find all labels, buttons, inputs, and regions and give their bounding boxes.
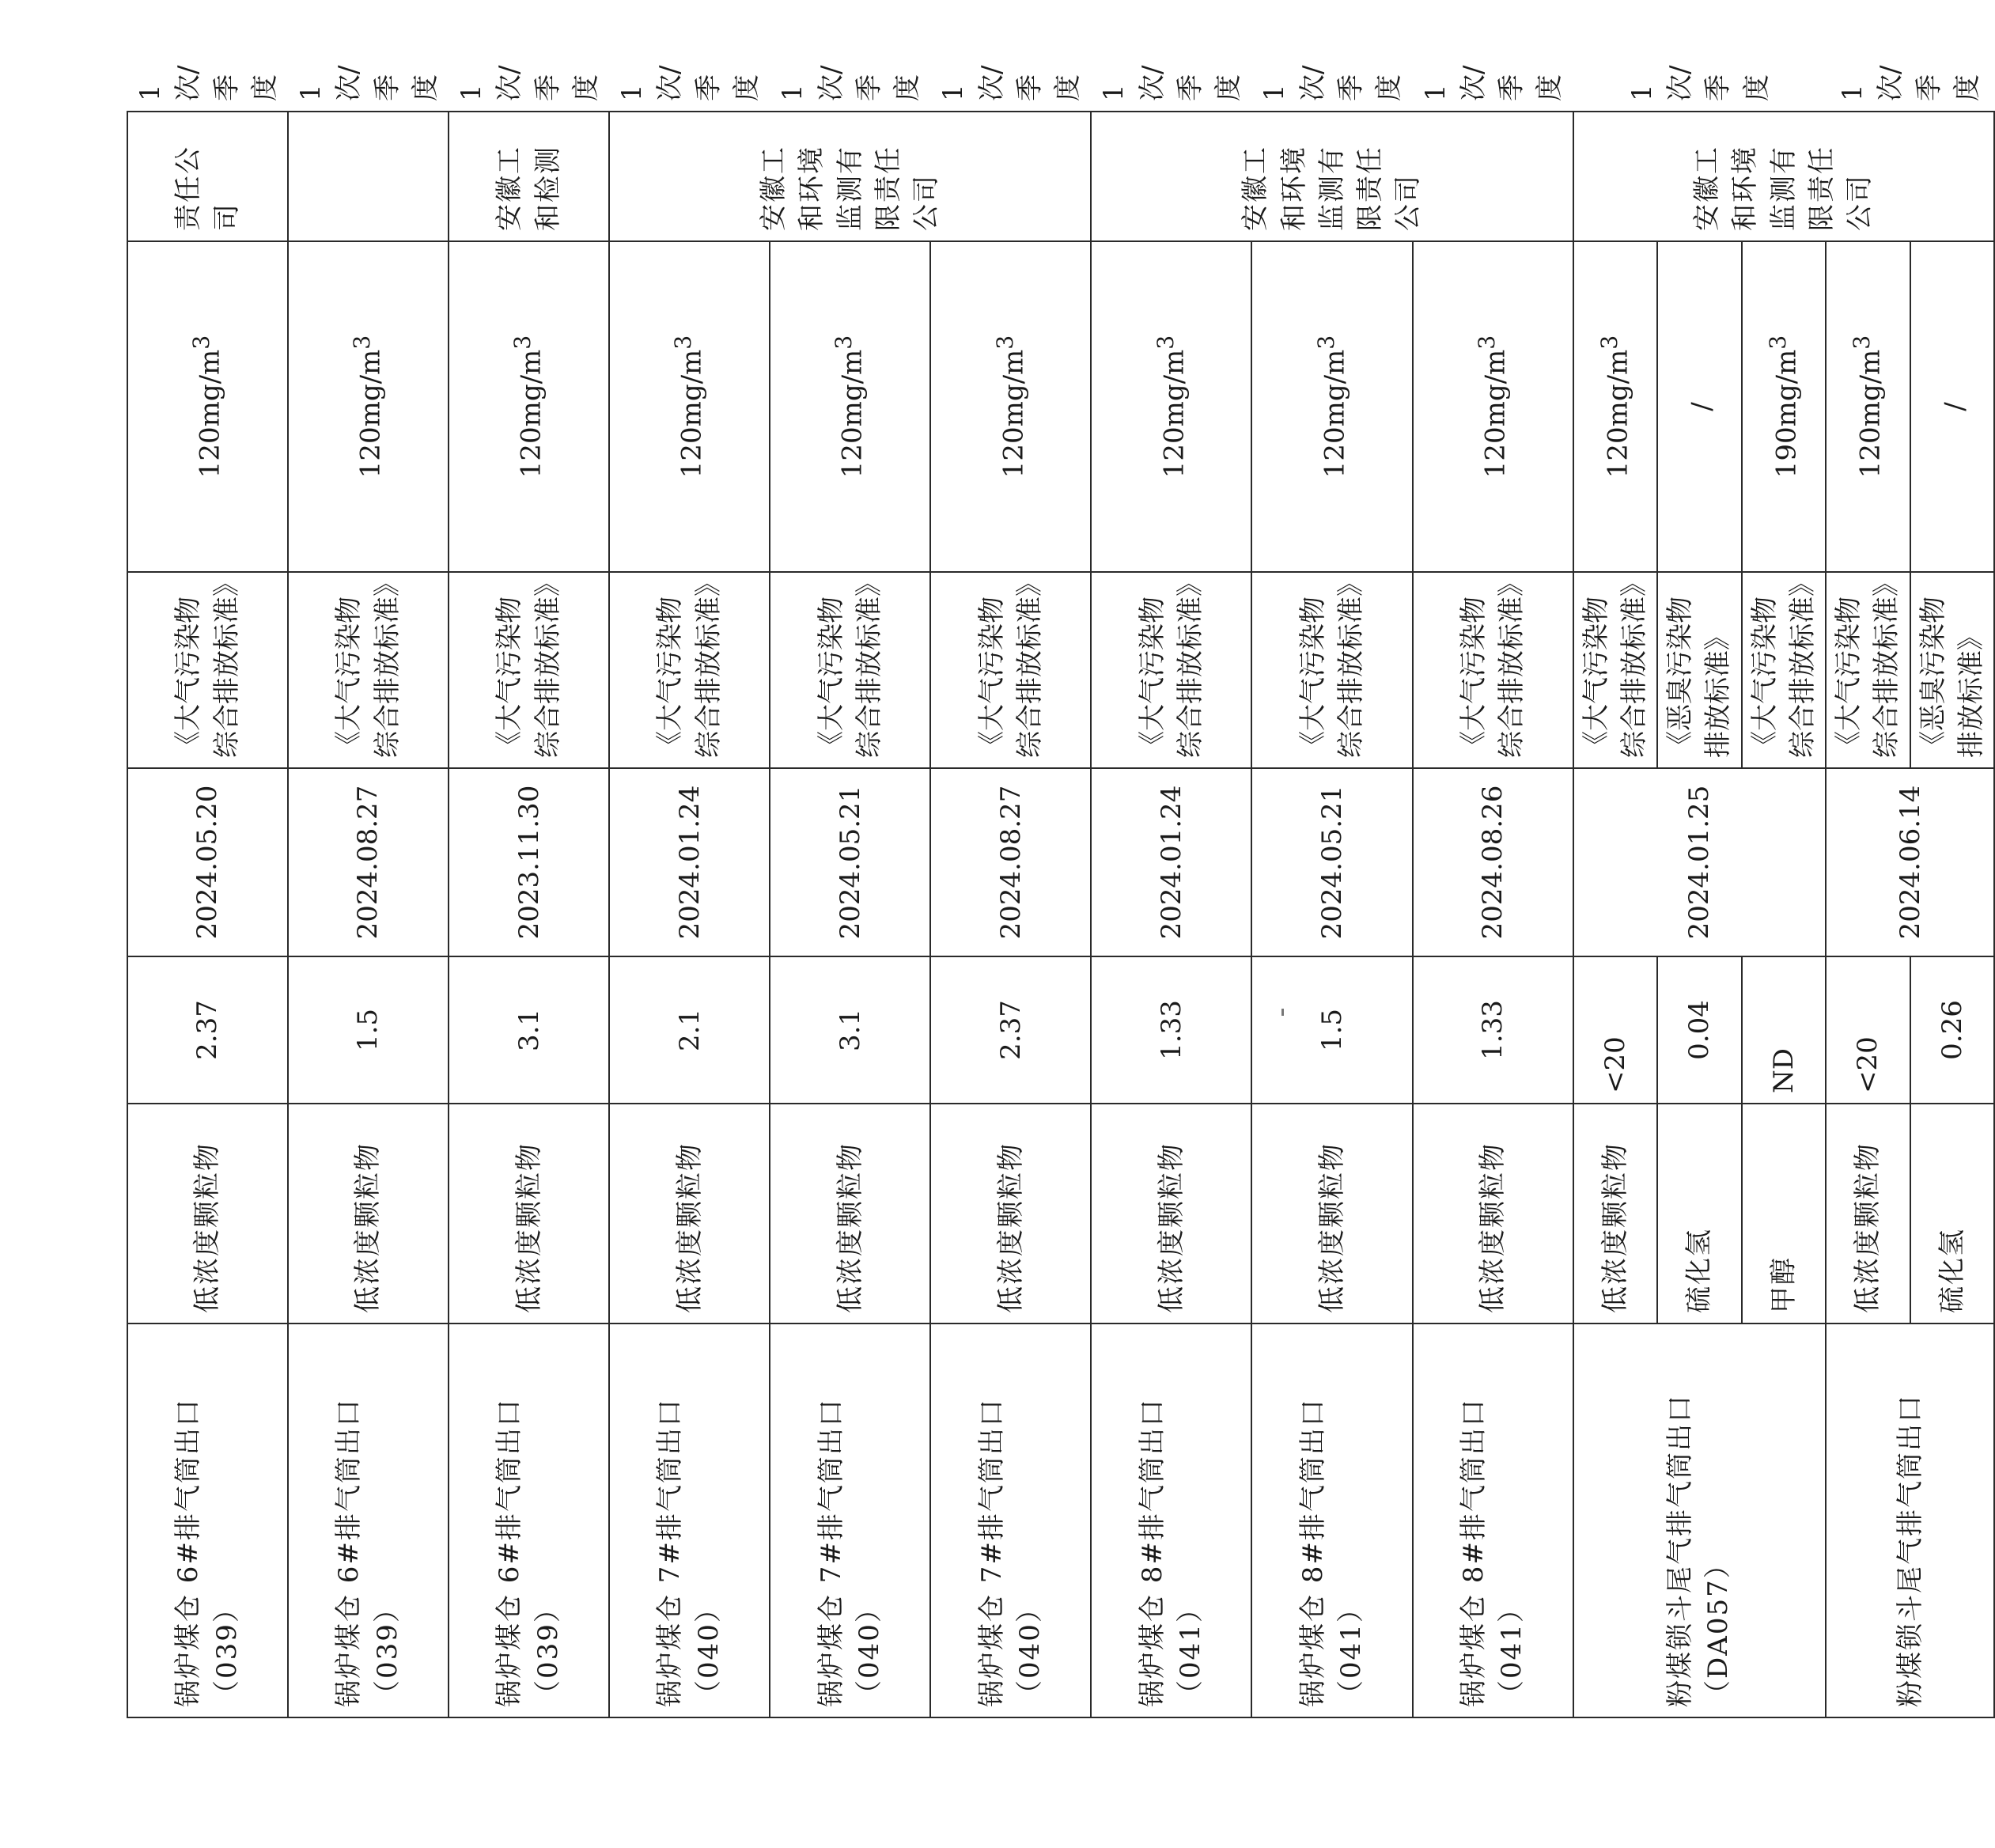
outlet-cell: 锅炉煤仓 8#排气筒出口（041） (1091, 1324, 1251, 1717)
date-cell: 2024.08.27 (930, 768, 1091, 956)
limit-cell (1910, 241, 1995, 572)
standard-cell: 《大气污染物综合排放标准》 (1826, 572, 1910, 768)
limit-sup: 3 (831, 335, 857, 350)
value-cell: 1.5 (1251, 956, 1412, 1104)
value-cell: <20 (1826, 956, 1910, 1104)
value-cell: 3.1 (770, 956, 930, 1104)
value-cell: 2.37 (930, 956, 1091, 1104)
standard-cell: 《大气污染物综合排放标准》 (127, 572, 288, 768)
outlet-cell: 锅炉煤仓 8#排气筒出口（041） (1413, 1324, 1573, 1717)
limit-cell (770, 241, 930, 572)
date-cell: 2023.11.30 (449, 768, 609, 956)
limit-text: / (1938, 402, 1970, 411)
outlet-cell: 锅炉煤仓 6#排气筒出口（039） (449, 1324, 609, 1717)
table-row: 粉煤锁斗尾气排气筒出口 低浓度颗粒物 <20 2024.06.14 《大气污染物综合排放标准》 $120mg/m^3$ 1 次/季度 (1826, 112, 1910, 1717)
value-cell: 0.04 (1657, 956, 1742, 1104)
limit-text: 120mg/m (676, 349, 708, 479)
limit-sup: 3 (670, 335, 697, 350)
scan-edge-mark (1281, 1009, 1284, 1016)
limit-cell (609, 241, 770, 572)
table-row: 锅炉煤仓 6#排气筒出口（039） 低浓度颗粒物 2.37 2024.05.20 《大气污染物综合排放标准》 $120mg/m^3$ 责任公司 1 次/季度 (127, 112, 288, 1717)
limit-sup: 3 (1764, 335, 1791, 350)
outlet-cell: 锅炉煤仓 6#排气筒出口（039） (288, 1324, 449, 1717)
unit-cell (288, 112, 449, 241)
limit-text: 120mg/m (1157, 349, 1190, 479)
limit-cell (1742, 241, 1827, 572)
limit-sup: 3 (991, 335, 1018, 350)
unit-cell: 安徽工和环境监测有限责任公司 (609, 112, 1091, 241)
limit-cell (449, 241, 609, 572)
limit-text: 120mg/m (836, 349, 869, 479)
limit-text: 120mg/m (1854, 349, 1887, 479)
standard-cell: 《大气污染物综合排放标准》 (1573, 572, 1658, 768)
value-cell: 2.1 (609, 956, 770, 1104)
table-row: 锅炉煤仓 7#排气筒出口（040） 低浓度颗粒物 3.1 2024.05.21 《大气污染物综合排放标准》 $120mg/m^3$ 1 次/季度 (770, 112, 930, 1717)
unit-cell: 安徽工和检测 (449, 112, 609, 241)
limit-cell (1413, 241, 1573, 572)
table-row: 锅炉煤仓 6#排气筒出口（039） 低浓度颗粒物 1.5 2024.08.27 《大气污染物综合排放标准》 $120mg/m^3$ 1 次/季度 (288, 112, 449, 1717)
limit-sup: 3 (1152, 335, 1179, 350)
limit-text: 120mg/m (997, 349, 1029, 479)
limit-cell (288, 241, 449, 572)
pollutant-cell: 低浓度颗粒物 (127, 1104, 288, 1324)
outlet-cell: 粉煤锁斗尾气排气筒出口 (1826, 1324, 1994, 1717)
limit-sup: 3 (1849, 335, 1876, 350)
outlet-cell: 粉煤锁斗尾气排气筒出口（DA057） (1573, 1324, 1827, 1717)
table-row: 锅炉煤仓 8#排气筒出口（041） 低浓度颗粒物 1.33 2024.01.24 《大气污染物综合排放标准》 $120mg/m^3$ 安徽工和环境监测有限责任公司 1 次/季度 (1091, 112, 1251, 1717)
value-cell: 1.5 (288, 956, 449, 1104)
limit-cell (1251, 241, 1412, 572)
standard-cell: 《大气污染物综合排放标准》 (1413, 572, 1573, 768)
unit-cell: 安徽工和环境监测有限责任公司 (1573, 112, 1995, 241)
standard-cell: 《大气污染物综合排放标准》 (609, 572, 770, 768)
table-row: 锅炉煤仓 7#排气筒出口（040） 低浓度颗粒物 2.1 2024.01.24 《大气污染物综合排放标准》 $120mg/m^3$ 安徽工和环境监测有限责任公司 1 次/季度 (609, 112, 770, 1717)
pollutant-cell: 低浓度颗粒物 (1573, 1104, 1658, 1324)
unit-cell: 安徽工和环境监测有限责任公司 (1091, 112, 1573, 241)
pollutant-cell: 低浓度颗粒物 (1091, 1104, 1251, 1324)
date-cell: 2024.05.20 (127, 768, 288, 956)
limit-sup: 3 (1596, 335, 1622, 350)
table-row: 锅炉煤仓 7#排气筒出口（040） 低浓度颗粒物 2.37 2024.08.27 《大气污染物综合排放标准》 $120mg/m^3$ 1 次/季度 (930, 112, 1091, 1717)
standard-cell: 《大气污染物综合排放标准》 (449, 572, 609, 768)
limit-sup: 3 (188, 335, 215, 350)
outlet-cell: 锅炉煤仓 8#排气筒出口（041） (1251, 1324, 1412, 1717)
pollutant-cell: 低浓度颗粒物 (1251, 1104, 1412, 1324)
value-cell: <20 (1573, 956, 1658, 1104)
date-cell: 2024.01.25 (1573, 768, 1827, 956)
standard-cell: 《大气污染物综合排放标准》 (1742, 572, 1827, 768)
value-cell: 2.37 (127, 956, 288, 1104)
date-cell: 2024.08.27 (288, 768, 449, 956)
outlet-cell: 锅炉煤仓 7#排气筒出口（040） (609, 1324, 770, 1717)
pollutant-cell: 低浓度颗粒物 (930, 1104, 1091, 1324)
pollutant-cell: 硫化氢 (1657, 1104, 1742, 1324)
standard-cell: 《大气污染物综合排放标准》 (930, 572, 1091, 768)
date-cell: 2024.08.26 (1413, 768, 1573, 956)
value-cell: 1.33 (1091, 956, 1251, 1104)
pollutant-cell: 甲醇 (1742, 1104, 1827, 1324)
limit-cell (127, 241, 288, 572)
limit-sup: 3 (349, 335, 376, 350)
table-row: 锅炉煤仓 6#排气筒出口（039） 低浓度颗粒物 3.1 2023.11.30 《大气污染物综合排放标准》 $120mg/m^3$ 安徽工和检测 1 次/季度 (449, 112, 609, 1717)
value-cell: 0.26 (1910, 956, 1995, 1104)
pollutant-cell: 硫化氢 (1910, 1104, 1995, 1324)
date-cell: 2024.06.14 (1826, 768, 1994, 956)
standard-cell: 《恶臭污染物排放标准》 (1657, 572, 1742, 768)
pollutant-cell: 低浓度颗粒物 (1413, 1104, 1573, 1324)
limit-text: 120mg/m (1601, 349, 1633, 479)
standard-cell: 《大气污染物综合排放标准》 (770, 572, 930, 768)
standard-cell: 《大气污染物综合排放标准》 (288, 572, 449, 768)
date-cell: 2024.01.24 (1091, 768, 1251, 956)
limit-cell (1826, 241, 1910, 572)
limit-text: 120mg/m (1479, 349, 1512, 479)
limit-text: 190mg/m (1770, 349, 1802, 479)
pollutant-cell: 低浓度颗粒物 (609, 1104, 770, 1324)
limit-sup: 3 (1312, 335, 1339, 350)
date-cell: 2024.01.24 (609, 768, 770, 956)
standard-cell: 《恶臭污染物排放标准》 (1910, 572, 1995, 768)
limit-sup: 3 (1473, 335, 1500, 350)
pollutant-cell: 低浓度颗粒物 (449, 1104, 609, 1324)
standard-cell: 《大气污染物综合排放标准》 (1091, 572, 1251, 768)
monitoring-table (127, 65, 1995, 1718)
limit-cell (1657, 241, 1742, 572)
unit-cell: 责任公司 (127, 112, 288, 241)
value-cell: 3.1 (449, 956, 609, 1104)
limit-sup: 3 (509, 335, 536, 350)
limit-text: 120mg/m (515, 349, 547, 479)
date-cell: 2024.05.21 (770, 768, 930, 956)
pollutant-cell: 低浓度颗粒物 (288, 1104, 449, 1324)
limit-cell (1573, 241, 1658, 572)
value-cell: ND (1742, 956, 1827, 1104)
value-cell: 1.33 (1413, 956, 1573, 1104)
limit-text: 120mg/m (1319, 349, 1350, 479)
standard-cell: 《大气污染物综合排放标准》 (1251, 572, 1412, 768)
table-row: 锅炉煤仓 8#排气筒出口（041） 低浓度颗粒物 1.5 2024.05.21 《大气污染物综合排放标准》 $120mg/m^3$ 1 次/季度 (1251, 112, 1412, 1717)
date-cell: 2024.05.21 (1251, 768, 1412, 956)
limit-text: 120mg/m (354, 349, 387, 479)
limit-cell (1091, 241, 1251, 572)
rotated-page (127, 65, 1987, 1718)
outlet-cell: 锅炉煤仓 6#排气筒出口（039） (127, 1324, 288, 1717)
limit-cell (930, 241, 1091, 572)
outlet-cell: 锅炉煤仓 7#排气筒出口（040） (770, 1324, 930, 1717)
pollutant-cell: 低浓度颗粒物 (770, 1104, 930, 1324)
outlet-cell: 锅炉煤仓 7#排气筒出口（040） (930, 1324, 1091, 1717)
table-row: 粉煤锁斗尾气排气筒出口（DA057） 低浓度颗粒物 <20 2024.01.25 《大气污染物综合排放标准》 $120mg/m^3$ 安徽工和环境监测有限责任公司 1 次/季度 (1573, 112, 1658, 1717)
limit-text: 120mg/m (194, 349, 226, 479)
table-row: 锅炉煤仓 8#排气筒出口（041） 低浓度颗粒物 1.33 2024.08.26 《大气污染物综合排放标准》 $120mg/m^3$ 1 次/季度 (1413, 112, 1573, 1717)
pollutant-cell: 低浓度颗粒物 (1826, 1104, 1910, 1324)
limit-text: / (1686, 402, 1718, 411)
